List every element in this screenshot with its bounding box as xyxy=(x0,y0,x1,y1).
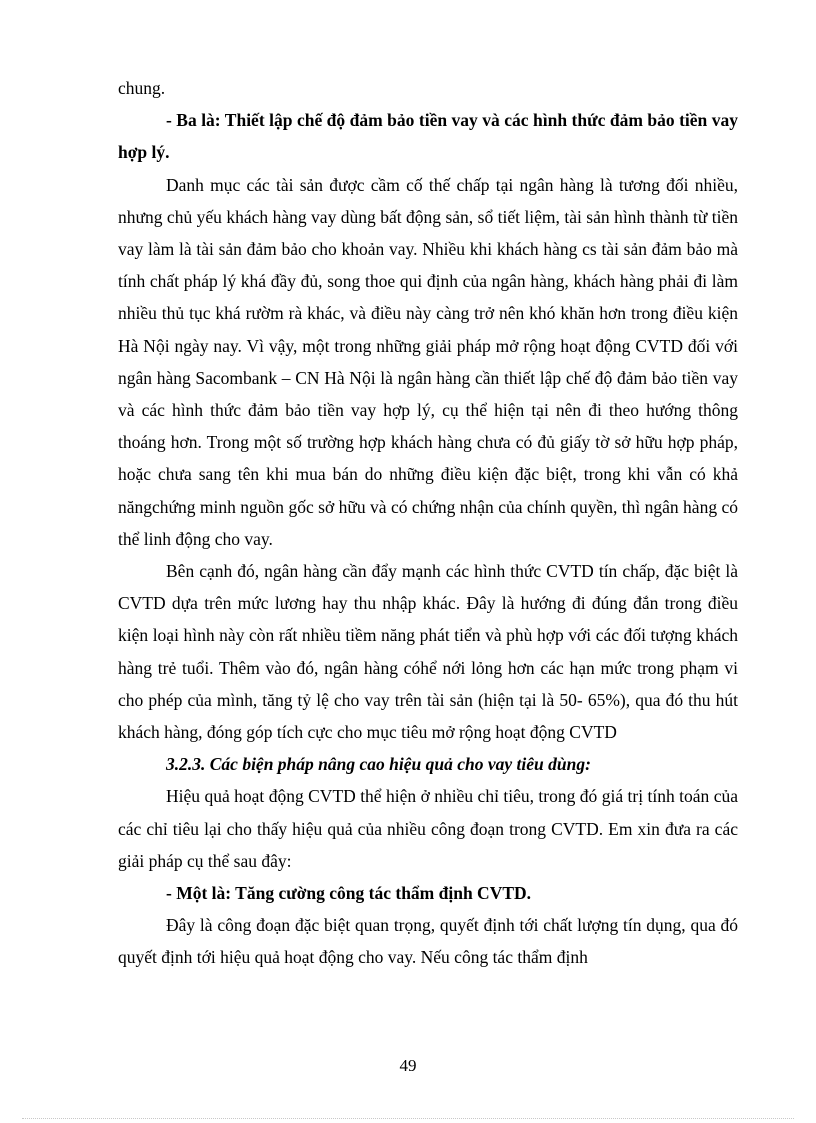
paragraph-efficiency: Hiệu quả hoạt động CVTD thể hiện ở nhiều chỉ tiêu, trong đó giá trị tính toán của các chỉ tiêu lại cho thấy hiệu quả của nhiều công đoạn trong CVTD. Em xin đưa ra các giải pháp cụ thể sau đây: xyxy=(118,786,738,871)
body-text xyxy=(118,72,738,974)
heading-ba-la: - Ba là: Thiết lập chế độ đảm bảo tiền vay và các hình thức đảm bảo tiền vay hợp lý. xyxy=(118,110,738,163)
section-heading-3-2-3: 3.2.3. Các biện pháp nâng cao hiệu quả cho vay tiêu dùng: xyxy=(166,754,591,775)
paragraph-continuation: chung. xyxy=(118,78,166,98)
paragraph-collateral-list: Danh mục các tài sản được cầm cố thế chấp tại ngân hàng là tương đối nhiều, nhưng chủ yếu khách hàng vay dùng bất động sản, sổ tiết liệm, tài sản hình thành từ tiền vay làm là tài sản đảm bảo cho khoản vay. Nhiều khi khách hàng cs tài sản đảm bảo mà tính chất pháp lý khá đầy đủ, song thoe qui định của ngân hàng, khách hàng phải đi làm nhiều thủ tục khá rườm rà khác, và điều này càng trở nên khó khăn hơn trong điều kiện Hà Nội ngày nay. Vì vậy, một trong những giải pháp mở rộng hoạt động CVTD đối với ngân hàng Sacombank – CN Hà Nội là ngân hàng cần thiết lập chế độ đảm bảo tiền vay và các hình thức đảm bảo tiền vay hợp lý, cụ thể hiện tại nên đi theo hướng thông thoáng hơn. Trong một số trường hợp khách hàng chưa có đủ giấy tờ sở hữu hợp pháp, hoặc chưa sang tên khi mua bán do những điều kiện đặc biệt, trong khi vẫn có khả năngchứng minh nguồn gốc sở hữu và có chứng nhận của chính quyền, thì ngân hàng có thể linh động cho vay. xyxy=(118,174,738,549)
paragraph-unsecured-lending: Bên cạnh đó, ngân hàng cần đẩy mạnh các hình thức CVTD tín chấp, đặc biệt là CVTD dựa trên mức lương hay thu nhập khác. Đây là hướng đi đúng đắn trong điều kiện loại hình này còn rất nhiều tiềm năng phát tiển và phù hợp với các đối tượng khách hàng trẻ tuổi. Thêm vào đó, ngân hàng cóhể nới lỏng hơn các hạn mức trong phạm vi cho phép của mình, tăng tỷ lệ cho vay trên tài sản (hiện tại là 50- 65%), qua đó thu hút khách hàng, đóng góp tích cực cho mục tiêu mở rộng hoạt động CVTD xyxy=(118,561,738,743)
heading-mot-la: - Một là: Tăng cường công tác thẩm định CVTD. xyxy=(166,883,532,904)
bottom-divider xyxy=(22,1118,794,1119)
paragraph-appraisal: Đây là công đoạn đặc biệt quan trọng, quyết định tới chất lượng tín dụng, qua đó quyết định tới hiệu quả hoạt động cho vay. Nếu công tác thẩm định xyxy=(118,915,738,968)
page-number: 49 xyxy=(399,1056,417,1075)
